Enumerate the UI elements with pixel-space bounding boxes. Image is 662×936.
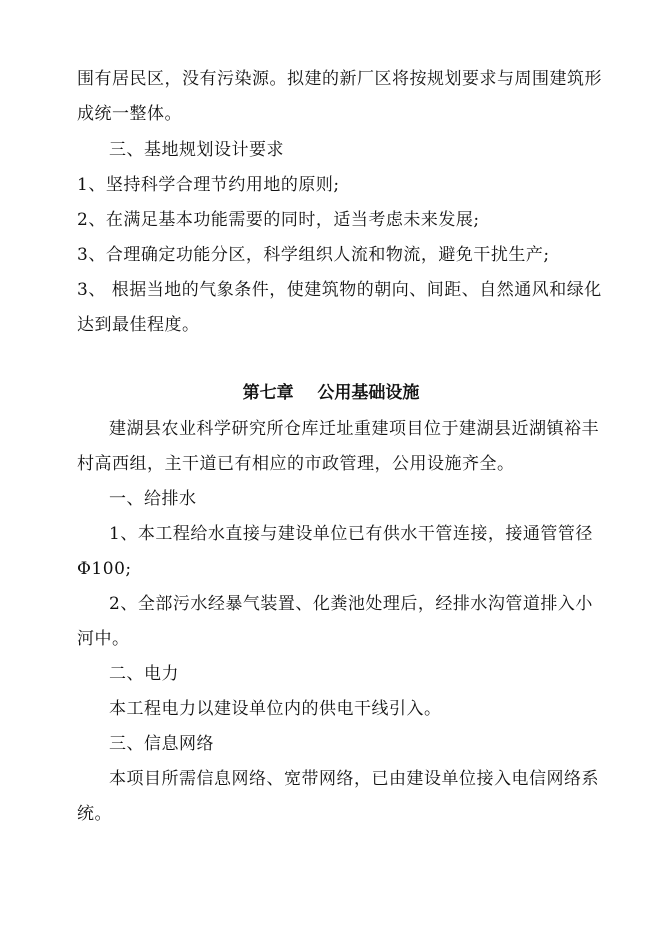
- paragraph-line: 成统一整体。: [77, 104, 182, 124]
- list-item-continuation: Φ100;: [77, 559, 132, 579]
- section-heading: 三、基地规划设计要求: [109, 140, 284, 160]
- paragraph-line: 建湖县农业科学研究所仓库迁址重建项目位于建湖县近湖镇裕丰: [109, 419, 599, 439]
- list-item: 1、坚持科学合理节约用地的原则;: [77, 175, 340, 195]
- list-item: 2、在满足基本功能需要的同时，适当考虑未来发展;: [77, 210, 480, 230]
- section-heading: 二、电力: [109, 664, 179, 684]
- paragraph-line: 统。: [77, 804, 112, 824]
- list-item-continuation: 河中。: [77, 629, 130, 649]
- list-item: 3、合理确定功能分区，科学组织人流和物流，避免干扰生产;: [77, 245, 550, 265]
- paragraph-line: 村高西组，主干道已有相应的市政管理，公用设施齐全。: [77, 454, 515, 474]
- chapter-title: 第七章 公用基础设施: [242, 383, 420, 403]
- paragraph-line: 本工程电力以建设单位内的供电干线引入。: [109, 699, 442, 719]
- section-heading: 一、给排水: [109, 489, 197, 509]
- list-item-continuation: 达到最佳程度。: [77, 315, 200, 335]
- list-item: 2、全部污水经暴气装置、化粪池处理后，经排水沟管道排入小: [109, 594, 593, 614]
- list-item: 1、本工程给水直接与建设单位已有供水干管连接，接通管管径: [109, 524, 593, 544]
- section-heading: 三、信息网络: [109, 734, 214, 754]
- paragraph-line: 本项目所需信息网络、宽带网络，已由建设单位接入电信网络系: [109, 769, 599, 789]
- paragraph-line: 围有居民区，没有污染源。拟建的新厂区将按规划要求与周围建筑形: [77, 69, 602, 89]
- list-item: 3、 根据当地的气象条件，使建筑物的朝向、间距、自然通风和绿化: [77, 280, 602, 300]
